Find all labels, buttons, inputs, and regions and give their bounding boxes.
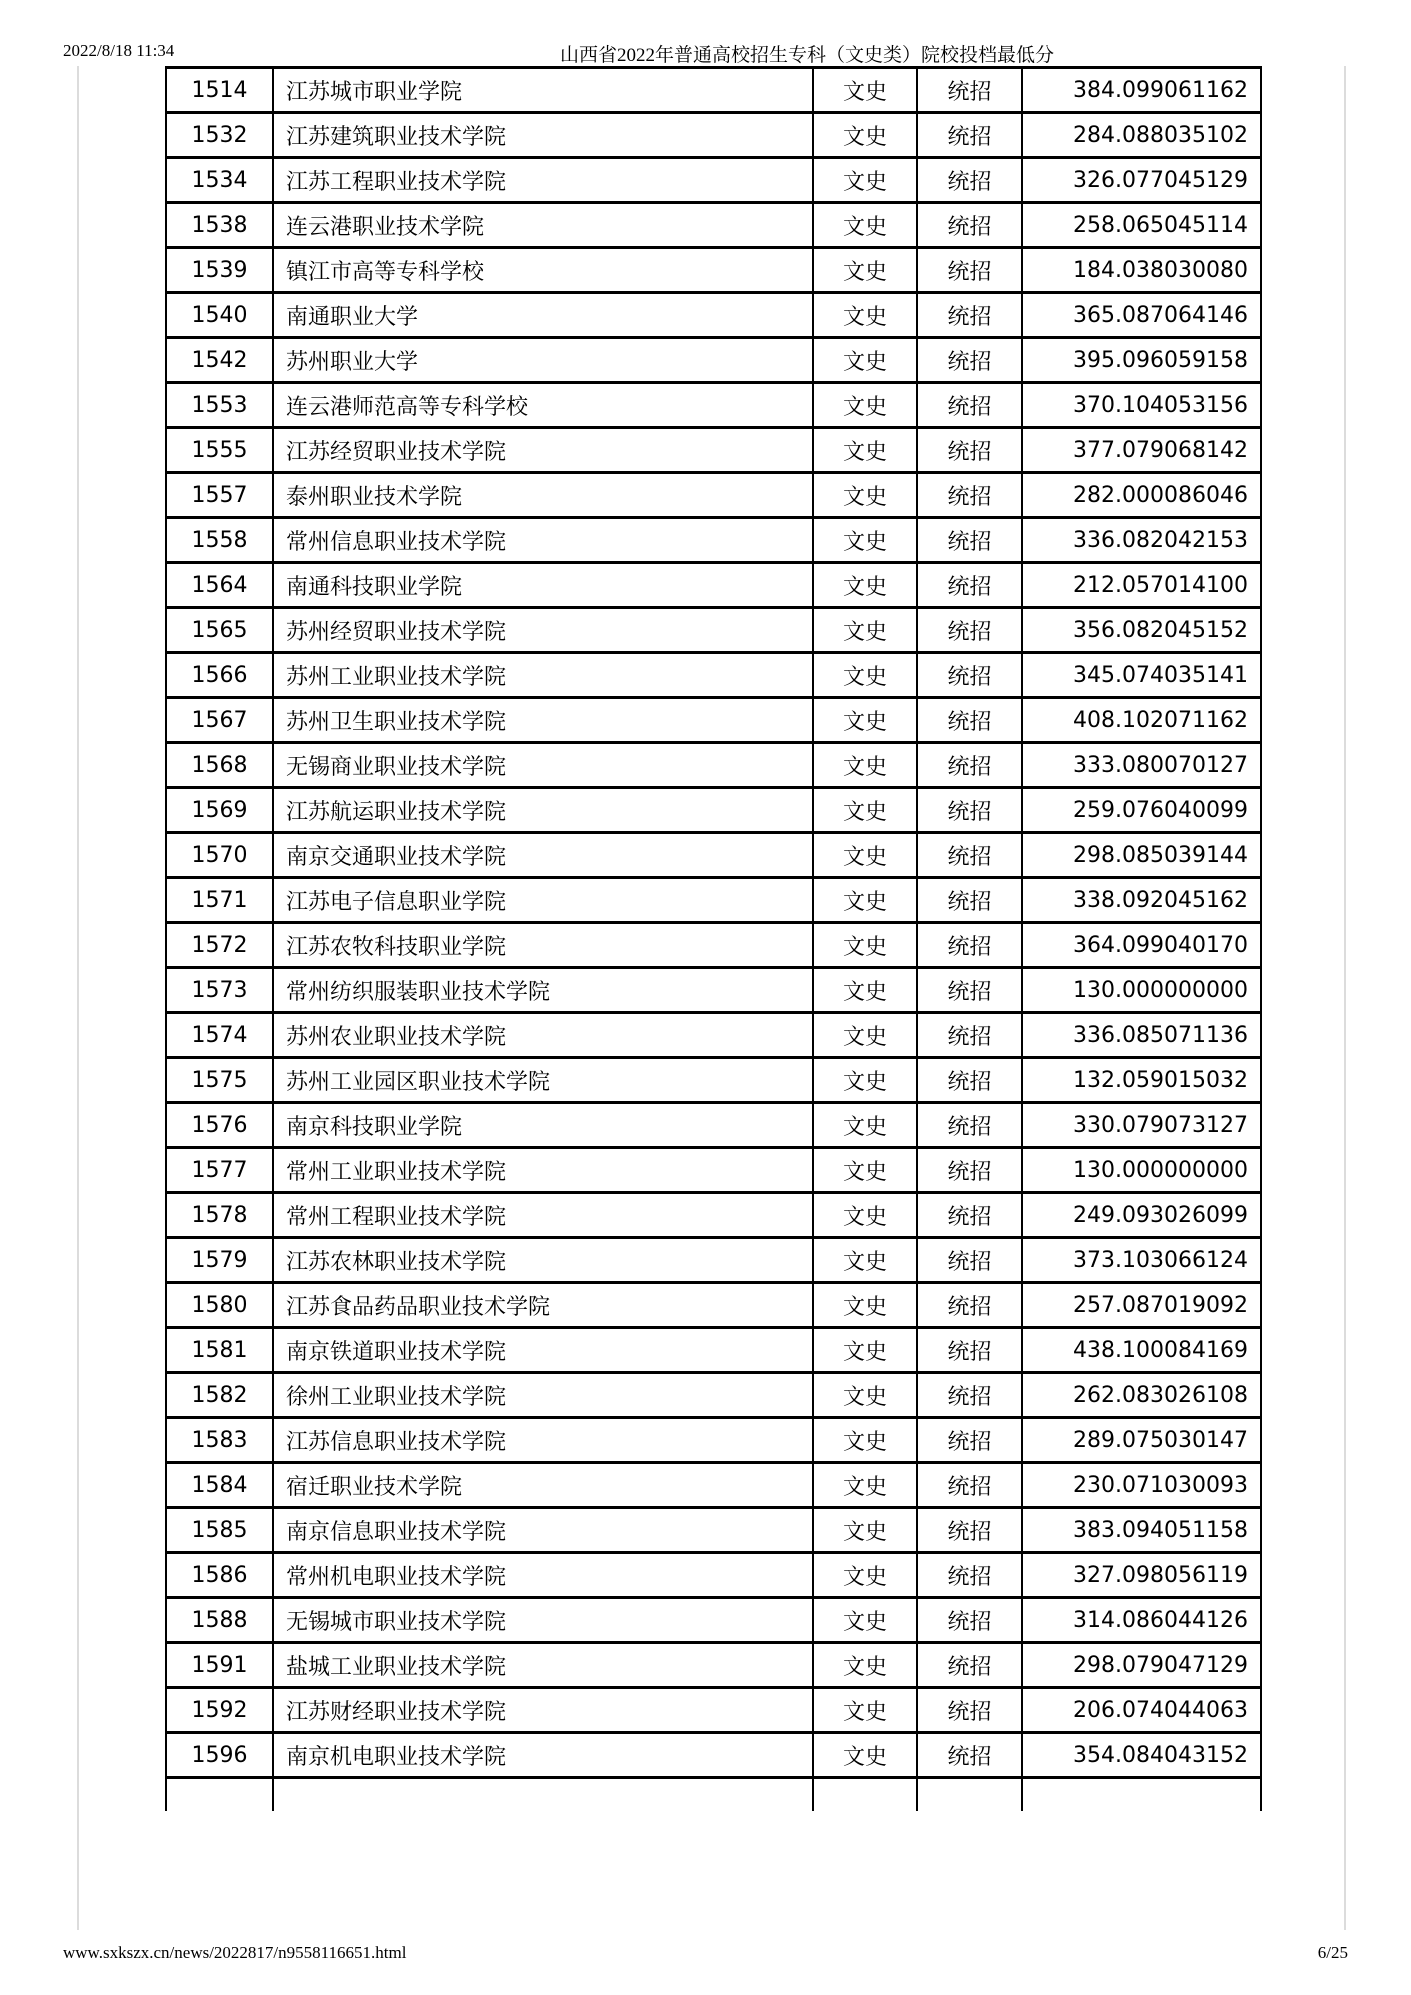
cell-school: 南京铁道职业技术学院 (273, 1328, 813, 1373)
cell-admission: 统招 (917, 203, 1022, 248)
table-row (166, 248, 1261, 293)
cell-score: 364.099040170 (1022, 923, 1261, 968)
cell-category: 文史 (813, 563, 917, 608)
cell-score: 330.079073127 (1022, 1103, 1261, 1148)
page-number: 6/25 (1317, 1943, 1348, 1962)
table-row (166, 743, 1261, 788)
cell-category: 文史 (813, 1238, 917, 1283)
page-title: 山西省2022年普通高校招生专科（文史类）院校投档最低分 (560, 45, 1055, 66)
table-row (166, 563, 1261, 608)
cell-admission: 统招 (917, 1373, 1022, 1418)
cell-score: 365.087064146 (1022, 293, 1261, 338)
cell-score: 336.085071136 (1022, 1013, 1261, 1058)
cell-admission: 统招 (917, 1733, 1022, 1778)
cell-score: 327.098056119 (1022, 1553, 1261, 1598)
table-row (166, 1103, 1261, 1148)
cell-admission: 统招 (917, 833, 1022, 878)
cell-school: 南通科技职业学院 (273, 563, 813, 608)
cell-code: 1538 (166, 203, 273, 248)
cell-code: 1534 (166, 158, 273, 203)
cell-admission: 统招 (917, 1328, 1022, 1373)
table-row (166, 1193, 1261, 1238)
table-row (166, 113, 1261, 158)
cell-school: 江苏农林职业技术学院 (273, 1238, 813, 1283)
table-row (166, 473, 1261, 518)
cell-score: 230.071030093 (1022, 1463, 1261, 1508)
cell-school: 江苏航运职业技术学院 (273, 788, 813, 833)
cell-category: 文史 (813, 1598, 917, 1643)
cell-score: 259.076040099 (1022, 788, 1261, 833)
table-row (166, 878, 1261, 923)
cell-admission: 统招 (917, 1463, 1022, 1508)
cell-school: 常州工程职业技术学院 (273, 1193, 813, 1238)
cell-category (813, 1778, 917, 1811)
cell-code: 1558 (166, 518, 273, 563)
admission-score-table (165, 66, 1262, 1811)
cell-school: 常州纺织服装职业技术学院 (273, 968, 813, 1013)
cell-category: 文史 (813, 833, 917, 878)
print-timestamp: 2022/8/18 11:34 (63, 41, 175, 60)
cell-school: 南京交通职业技术学院 (273, 833, 813, 878)
cell-admission: 统招 (917, 1598, 1022, 1643)
cell-category: 文史 (813, 653, 917, 698)
cell-admission: 统招 (917, 113, 1022, 158)
cell-school: 常州机电职业技术学院 (273, 1553, 813, 1598)
table-row (166, 653, 1261, 698)
cell-category: 文史 (813, 1193, 917, 1238)
cell-category: 文史 (813, 1553, 917, 1598)
cell-code: 1576 (166, 1103, 273, 1148)
cell-category: 文史 (813, 113, 917, 158)
cell-code: 1591 (166, 1643, 273, 1688)
table-row (166, 1013, 1261, 1058)
cell-category: 文史 (813, 1643, 917, 1688)
cell-category: 文史 (813, 428, 917, 473)
cell-school: 南京信息职业技术学院 (273, 1508, 813, 1553)
cell-score: 298.079047129 (1022, 1643, 1261, 1688)
cell-school: 江苏电子信息职业学院 (273, 878, 813, 923)
cell-category: 文史 (813, 1688, 917, 1733)
cell-code: 1585 (166, 1508, 273, 1553)
cell-school: 江苏经贸职业技术学院 (273, 428, 813, 473)
cell-code: 1581 (166, 1328, 273, 1373)
cell-admission: 统招 (917, 68, 1022, 113)
cell-category: 文史 (813, 1733, 917, 1778)
cell-admission: 统招 (917, 473, 1022, 518)
cell-admission: 统招 (917, 428, 1022, 473)
cell-category: 文史 (813, 1508, 917, 1553)
cell-admission: 统招 (917, 563, 1022, 608)
cell-category: 文史 (813, 698, 917, 743)
cell-code: 1569 (166, 788, 273, 833)
cell-admission: 统招 (917, 1238, 1022, 1283)
cell-category: 文史 (813, 1013, 917, 1058)
cell-category: 文史 (813, 338, 917, 383)
cell-score: 282.000086046 (1022, 473, 1261, 518)
cell-score: 438.100084169 (1022, 1328, 1261, 1373)
cell-code: 1583 (166, 1418, 273, 1463)
cell-admission: 统招 (917, 518, 1022, 563)
page-margin-guide-right (1344, 66, 1346, 1930)
cell-admission: 统招 (917, 248, 1022, 293)
cell-category: 文史 (813, 248, 917, 293)
cell-school: 南通职业大学 (273, 293, 813, 338)
cell-score: 284.088035102 (1022, 113, 1261, 158)
cell-category: 文史 (813, 1148, 917, 1193)
cell-code: 1568 (166, 743, 273, 788)
cell-school: 江苏财经职业技术学院 (273, 1688, 813, 1733)
cell-score: 258.065045114 (1022, 203, 1261, 248)
cell-score: 289.075030147 (1022, 1418, 1261, 1463)
cell-admission: 统招 (917, 293, 1022, 338)
cell-school: 南京科技职业学院 (273, 1103, 813, 1148)
table-row (166, 698, 1261, 743)
table-row (166, 1553, 1261, 1598)
table-row (166, 968, 1261, 1013)
cell-admission: 统招 (917, 1103, 1022, 1148)
cell-admission: 统招 (917, 878, 1022, 923)
table-row (166, 833, 1261, 878)
cell-code: 1575 (166, 1058, 273, 1103)
cell-code: 1565 (166, 608, 273, 653)
cell-school: 江苏工程职业技术学院 (273, 158, 813, 203)
cell-code: 1586 (166, 1553, 273, 1598)
cell-school: 南京机电职业技术学院 (273, 1733, 813, 1778)
cell-category: 文史 (813, 158, 917, 203)
cell-code: 1539 (166, 248, 273, 293)
cell-admission: 统招 (917, 1418, 1022, 1463)
cell-code: 1573 (166, 968, 273, 1013)
table-row (166, 203, 1261, 248)
cell-code (166, 1778, 273, 1811)
cell-score: 262.083026108 (1022, 1373, 1261, 1418)
cell-score: 257.087019092 (1022, 1283, 1261, 1328)
cell-score: 338.092045162 (1022, 878, 1261, 923)
cell-category: 文史 (813, 608, 917, 653)
cell-category: 文史 (813, 1103, 917, 1148)
table-row (166, 608, 1261, 653)
cell-admission: 统招 (917, 158, 1022, 203)
cell-code: 1540 (166, 293, 273, 338)
cell-category: 文史 (813, 1373, 917, 1418)
table-row (166, 788, 1261, 833)
cell-score: 356.082045152 (1022, 608, 1261, 653)
cell-school: 江苏信息职业技术学院 (273, 1418, 813, 1463)
cell-code: 1555 (166, 428, 273, 473)
table-row-cutoff (166, 1778, 1261, 1811)
cell-code: 1557 (166, 473, 273, 518)
table-row (166, 1643, 1261, 1688)
cell-admission: 统招 (917, 1193, 1022, 1238)
cell-score: 130.000000000 (1022, 968, 1261, 1013)
cell-score: 184.038030080 (1022, 248, 1261, 293)
table-row (166, 158, 1261, 203)
cell-code: 1566 (166, 653, 273, 698)
cell-code: 1582 (166, 1373, 273, 1418)
cell-admission: 统招 (917, 1058, 1022, 1103)
cell-admission: 统招 (917, 608, 1022, 653)
cell-score: 206.074044063 (1022, 1688, 1261, 1733)
cell-school: 江苏城市职业学院 (273, 68, 813, 113)
table-row (166, 338, 1261, 383)
cell-school: 苏州职业大学 (273, 338, 813, 383)
table-row (166, 1238, 1261, 1283)
cell-admission: 统招 (917, 383, 1022, 428)
cell-admission: 统招 (917, 1283, 1022, 1328)
table-row (166, 518, 1261, 563)
cell-category: 文史 (813, 1283, 917, 1328)
cell-score: 326.077045129 (1022, 158, 1261, 203)
cell-code: 1592 (166, 1688, 273, 1733)
cell-school: 江苏农牧科技职业学院 (273, 923, 813, 968)
cell-school: 江苏食品药品职业技术学院 (273, 1283, 813, 1328)
cell-school: 无锡城市职业技术学院 (273, 1598, 813, 1643)
cell-code: 1579 (166, 1238, 273, 1283)
cell-score: 212.057014100 (1022, 563, 1261, 608)
cell-school: 常州信息职业技术学院 (273, 518, 813, 563)
cell-admission: 统招 (917, 698, 1022, 743)
cell-category: 文史 (813, 203, 917, 248)
table-row (166, 68, 1261, 113)
table-row (166, 1058, 1261, 1103)
table-row (166, 1598, 1261, 1643)
cell-score: 314.086044126 (1022, 1598, 1261, 1643)
cell-category: 文史 (813, 1328, 917, 1373)
table-row (166, 1328, 1261, 1373)
cell-score: 249.093026099 (1022, 1193, 1261, 1238)
cell-score: 384.099061162 (1022, 68, 1261, 113)
cell-admission: 统招 (917, 788, 1022, 833)
cell-score: 377.079068142 (1022, 428, 1261, 473)
cell-score: 132.059015032 (1022, 1058, 1261, 1103)
cell-school: 徐州工业职业技术学院 (273, 1373, 813, 1418)
cell-code: 1577 (166, 1148, 273, 1193)
cell-code: 1574 (166, 1013, 273, 1058)
cell-code: 1542 (166, 338, 273, 383)
cell-category: 文史 (813, 743, 917, 788)
table-row (166, 428, 1261, 473)
cell-score: 395.096059158 (1022, 338, 1261, 383)
table-row (166, 383, 1261, 428)
table-row (166, 1283, 1261, 1328)
cell-category: 文史 (813, 968, 917, 1013)
cell-school: 无锡商业职业技术学院 (273, 743, 813, 788)
source-url: www.sxkszx.cn/news/2022817/n9558116651.html (63, 1943, 407, 1962)
cell-category: 文史 (813, 518, 917, 563)
cell-score: 408.102071162 (1022, 698, 1261, 743)
cell-admission: 统招 (917, 1508, 1022, 1553)
cell-code: 1570 (166, 833, 273, 878)
cell-score: 383.094051158 (1022, 1508, 1261, 1553)
cell-school: 连云港职业技术学院 (273, 203, 813, 248)
cell-category: 文史 (813, 878, 917, 923)
cell-admission: 统招 (917, 1148, 1022, 1193)
cell-score: 130.000000000 (1022, 1148, 1261, 1193)
cell-category: 文史 (813, 473, 917, 518)
cell-category: 文史 (813, 68, 917, 113)
cell-code: 1514 (166, 68, 273, 113)
cell-school: 连云港师范高等专科学校 (273, 383, 813, 428)
cell-code: 1580 (166, 1283, 273, 1328)
cell-code: 1532 (166, 113, 273, 158)
cell-score: 370.104053156 (1022, 383, 1261, 428)
cell-score: 333.080070127 (1022, 743, 1261, 788)
cell-admission: 统招 (917, 653, 1022, 698)
cell-admission: 统招 (917, 338, 1022, 383)
cell-school: 苏州工业职业技术学院 (273, 653, 813, 698)
cell-code: 1564 (166, 563, 273, 608)
cell-admission: 统招 (917, 923, 1022, 968)
cell-school: 常州工业职业技术学院 (273, 1148, 813, 1193)
cell-code: 1553 (166, 383, 273, 428)
cell-category: 文史 (813, 383, 917, 428)
cell-code: 1584 (166, 1463, 273, 1508)
cell-score: 298.085039144 (1022, 833, 1261, 878)
cell-admission: 统招 (917, 1643, 1022, 1688)
cell-school: 苏州经贸职业技术学院 (273, 608, 813, 653)
table-row (166, 1688, 1261, 1733)
cell-score: 354.084043152 (1022, 1733, 1261, 1778)
cell-score: 373.103066124 (1022, 1238, 1261, 1283)
cell-category: 文史 (813, 788, 917, 833)
table-row (166, 1508, 1261, 1553)
cell-score: 336.082042153 (1022, 518, 1261, 563)
table-row (166, 1373, 1261, 1418)
cell-admission (917, 1778, 1022, 1811)
cell-category: 文史 (813, 923, 917, 968)
cell-category: 文史 (813, 1463, 917, 1508)
cell-code: 1567 (166, 698, 273, 743)
cell-category: 文史 (813, 293, 917, 338)
cell-admission: 统招 (917, 1688, 1022, 1733)
cell-school: 泰州职业技术学院 (273, 473, 813, 518)
cell-score: 345.074035141 (1022, 653, 1261, 698)
cell-school: 江苏建筑职业技术学院 (273, 113, 813, 158)
cell-code: 1578 (166, 1193, 273, 1238)
table-partial-row-body (166, 1778, 1261, 1811)
table-row (166, 923, 1261, 968)
table-row (166, 1733, 1261, 1778)
cell-code: 1596 (166, 1733, 273, 1778)
cell-school (273, 1778, 813, 1811)
cell-school: 盐城工业职业技术学院 (273, 1643, 813, 1688)
cell-school: 苏州农业职业技术学院 (273, 1013, 813, 1058)
cell-category: 文史 (813, 1418, 917, 1463)
page-margin-guide-left (77, 66, 79, 1930)
table-body (166, 68, 1261, 1778)
cell-admission: 统招 (917, 743, 1022, 788)
cell-score (1022, 1778, 1261, 1811)
cell-code: 1588 (166, 1598, 273, 1643)
table-row (166, 1148, 1261, 1193)
cell-code: 1572 (166, 923, 273, 968)
cell-school: 苏州卫生职业技术学院 (273, 698, 813, 743)
table-row (166, 1463, 1261, 1508)
cell-admission: 统招 (917, 1553, 1022, 1598)
table-row (166, 293, 1261, 338)
cell-category: 文史 (813, 1058, 917, 1103)
cell-code: 1571 (166, 878, 273, 923)
table-row (166, 1418, 1261, 1463)
cell-school: 宿迁职业技术学院 (273, 1463, 813, 1508)
cell-school: 镇江市高等专科学校 (273, 248, 813, 293)
cell-admission: 统招 (917, 1013, 1022, 1058)
cell-admission: 统招 (917, 968, 1022, 1013)
cell-school: 苏州工业园区职业技术学院 (273, 1058, 813, 1103)
